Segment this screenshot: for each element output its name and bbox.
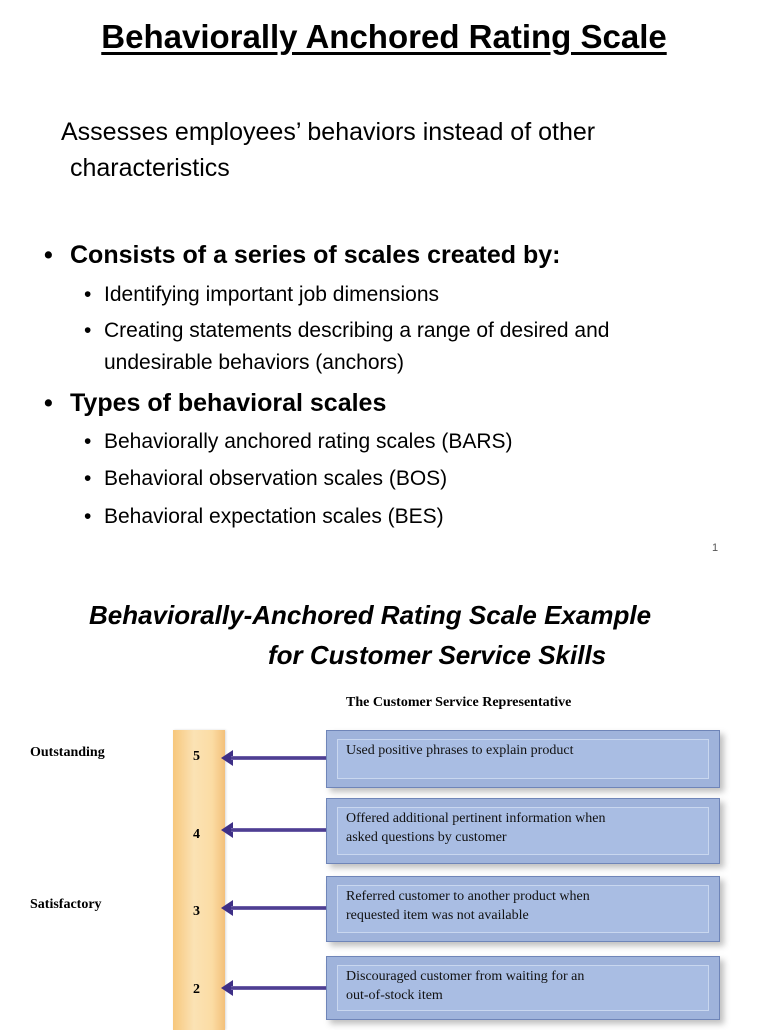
bullet-dot: • [44, 241, 53, 269]
sub-bullet-text: Identifying important job dimensions [104, 283, 440, 306]
arrow-line [231, 756, 327, 760]
anchor-text-line1: Referred customer to another product when [346, 889, 590, 904]
bullet-consists [44, 241, 561, 270]
sub-bullet [84, 283, 440, 307]
bullet-dot: • [84, 283, 92, 306]
example-title-line2: for Customer Service Skills [268, 640, 607, 670]
bullet-dot: • [84, 430, 92, 453]
anchor-text-box [337, 965, 709, 1011]
anchor-text-line2: out-of-stock item [346, 988, 443, 1003]
example-title-line1: Behaviorally-Anchored Rating Scale Example [88, 600, 652, 630]
scale-number-4: 4 [193, 827, 200, 842]
anchor-box-2 [326, 956, 720, 1020]
anchor-text-line1: Offered additional pertinent information when [346, 811, 606, 826]
anchor-text-line2: asked questions by customer [346, 830, 507, 845]
anchor-text-box [337, 739, 709, 779]
bullet-types [44, 389, 387, 418]
arrow-line [231, 828, 327, 832]
bullet-label: Consists of a series of scales created by: [70, 241, 561, 269]
bullet-dot: • [84, 505, 92, 528]
anchor-text-box [337, 885, 709, 933]
anchor-box-3 [326, 876, 720, 942]
anchor-box-4 [326, 798, 720, 864]
level-label-satisfactory: Satisfactory [30, 897, 102, 912]
arrow-line [231, 906, 327, 910]
intro-text-line2: characteristics [70, 154, 230, 182]
sub-bullet [84, 430, 513, 454]
scale-number-5: 5 [193, 749, 200, 764]
sub-bullet-text: Behavioral expectation scales (BES) [104, 505, 444, 528]
bullet-label: Types of behavioral scales [70, 389, 387, 417]
bullet-dot: • [44, 389, 53, 417]
anchor-text-line1: Discouraged customer from waiting for an [346, 969, 585, 984]
anchor-text-box [337, 807, 709, 855]
scale-number-3: 3 [193, 904, 200, 919]
csr-heading: The Customer Service Representative [346, 695, 572, 710]
sub-bullet [84, 505, 444, 529]
sub-bullet [84, 319, 610, 343]
bullet-dot: • [84, 467, 92, 490]
scale-number-2: 2 [193, 982, 200, 997]
sub-bullet [84, 467, 448, 491]
slide-number: 1 [712, 542, 719, 554]
arrow-line [231, 986, 327, 990]
level-label-outstanding: Outstanding [30, 745, 105, 760]
bullet-dot: • [84, 319, 92, 342]
anchor-box-5 [326, 730, 720, 788]
sub-bullet-continuation: undesirable behaviors (anchors) [104, 351, 404, 374]
sub-bullet-text: Creating statements describing a range of desired and [104, 319, 610, 342]
sub-bullet-text: Behaviorally anchored rating scales (BARS) [104, 430, 513, 453]
intro-text-line1: Assesses employees’ behaviors instead of other [61, 118, 596, 146]
anchor-text-line1: Used positive phrases to explain product [346, 743, 574, 758]
sub-bullet-text: Behavioral observation scales (BOS) [104, 467, 448, 490]
slide-title: Behaviorally Anchored Rating Scale [101, 18, 667, 55]
anchor-text-line2: requested item was not available [346, 908, 529, 923]
